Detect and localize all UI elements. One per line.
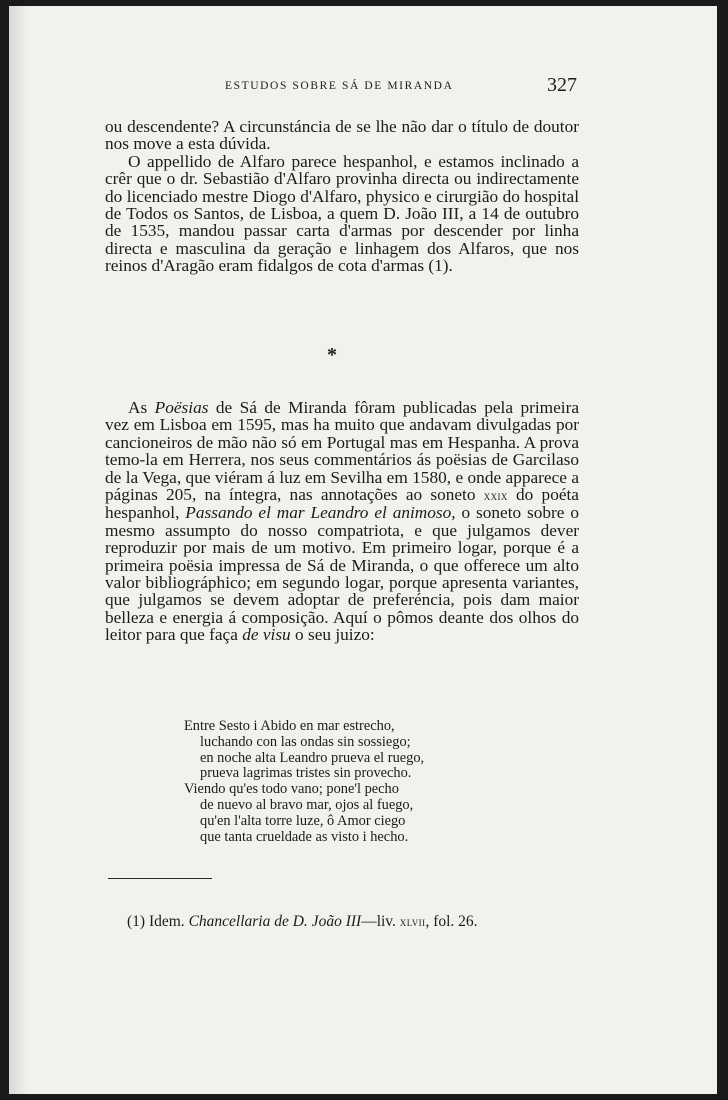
title-passando: Passando el mar Leandro el animoso, bbox=[185, 503, 456, 523]
paragraph-2: O appellido de Alfaro parece hespanhol, e estamos inclinado a crêr que o dr. Sebastião d'Alfaro provinha directa ou indirectamente do licenciado mestre Diogo d'Alfaro, physico e cirurgião do hospital de Todos os Santos, de Lisboa, a quem D. João III, a 14 de outubro de 1535, mandou passar carta d'armas por descender por linha directa e masculina da geração e linhagem dos Alfaros, que nos reinos d'Aragão eram fidalgos de cota d'armas (1). bbox=[105, 151, 579, 276]
poem-line: que tanta crueldade as visto i hecho. bbox=[200, 828, 409, 845]
roman-numeral: xxix bbox=[483, 488, 508, 504]
running-title: ESTUDOS SOBRE SÁ DE MIRANDA bbox=[225, 80, 454, 92]
poem-line: prueva lagrimas tristes sin provecho. bbox=[200, 765, 412, 782]
poem-line: Entre Sesto i Abido en mar estrecho, bbox=[184, 718, 395, 734]
text-block-top bbox=[105, 118, 579, 275]
footnote-volume: xlvii bbox=[399, 914, 426, 929]
text-block-bottom bbox=[105, 399, 579, 644]
footnote: (1) Idem. Chancellaria de D. João III—liv. xlvii, fol. 26. bbox=[127, 913, 478, 930]
page-number: 327 bbox=[547, 74, 577, 96]
sonnet-quote bbox=[184, 719, 544, 845]
title-poesias: Poësias bbox=[154, 398, 209, 417]
footnote-marker: (1) bbox=[127, 913, 146, 930]
book-page bbox=[9, 6, 717, 1094]
poem-line: de nuevo al bravo mar, ojos al fuego, bbox=[200, 796, 414, 813]
footnote-rule bbox=[108, 878, 212, 879]
paragraph-3: As Poësias de Sá de Miranda fôram publicadas pela primeira vez em Lisboa em 1595, mas ha muito que andavam divulgadas por cancioneiros de mão não só em Portugal mas em Hespanha. A prova temo-la em Herrera, nos seus commentários ás poësias de Garcilaso de la Vega, que viéram á luz em Sevilha em 1580, e onde apparece a páginas 205, na íntegra, nas annotações ao soneto xxix do poéta hespanhol, Passando el mar Leandro el animoso, o soneto sobre o mesmo assumpto do nosso compatriota, e que julgamos dever reproduzir por mais de um motivo. Em primeiro logar, porque é a primeira poësia impressa de Sá de Miranda, o que offerece um alto valor bibliográphico; em segundo logar, porque apresenta variantes, que julgamos se devem adoptar de preferéncia, pois dam maior belleza e energia á composição. Aquí o pômos deante dos olhos do leitor para que faça de visu o seu juizo: bbox=[105, 398, 580, 645]
poem-line: en noche alta Leandro prueva el ruego, bbox=[200, 749, 425, 766]
paragraph-1: ou descendente? A circunstáncia de se lhe não dar o título de doutor nos move a esta dúvida. bbox=[105, 117, 579, 154]
page-header bbox=[105, 76, 581, 100]
poem-line: qu'en l'alta torre luze, ô Amor ciego bbox=[200, 812, 406, 829]
footnote-source-title: Chancellaria de D. João III bbox=[188, 913, 362, 930]
section-separator: * bbox=[327, 344, 337, 366]
page-edge-shadow bbox=[9, 6, 29, 1094]
poem-line: Viendo qu'es todo vano; pone'l pecho bbox=[184, 781, 399, 798]
poem-line: luchando con las ondas sin sossiego; bbox=[200, 733, 411, 750]
phrase-de-visu: de visu bbox=[242, 625, 291, 645]
